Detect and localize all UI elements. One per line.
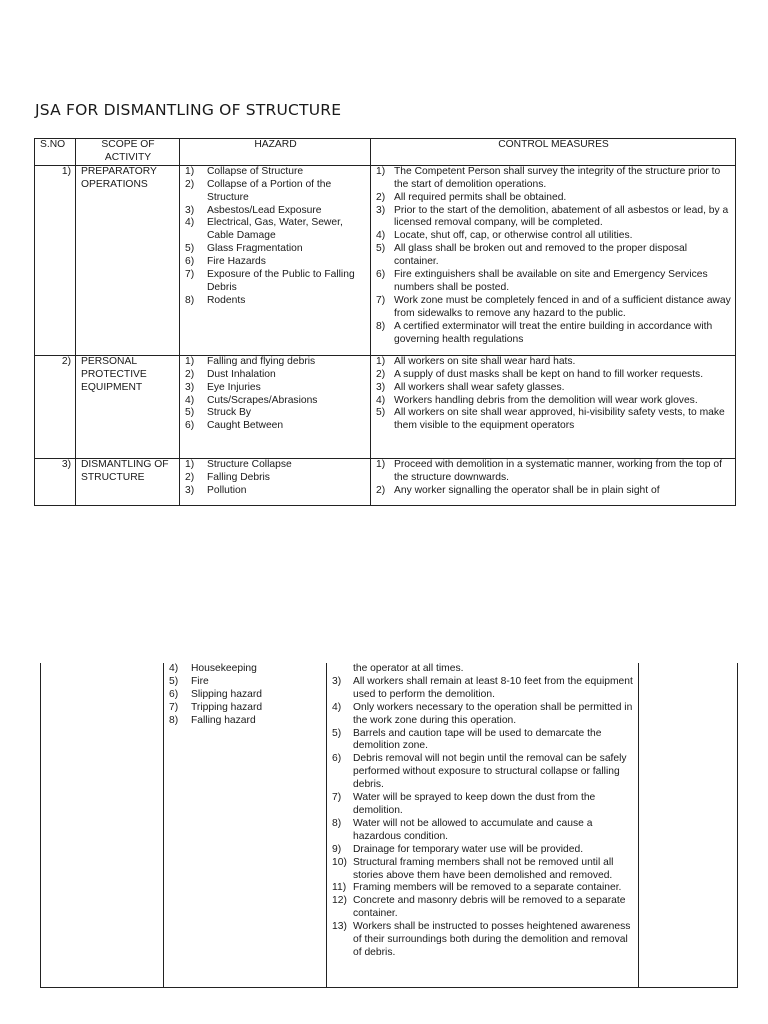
control-measure-item [376, 205, 731, 231]
control-measure-number: 4) [332, 701, 342, 713]
control-measure-number: 9) [332, 843, 342, 855]
control-measure-number: 8) [332, 817, 342, 829]
control-measure-item [376, 243, 731, 269]
control-measures-cell [371, 165, 736, 355]
hazard-text: Structure Collapse [207, 458, 292, 470]
hazard-item [185, 459, 366, 472]
continued-blank-cell [639, 663, 738, 987]
hazard-item [185, 166, 366, 179]
control-measures-cell [371, 355, 736, 458]
control-measure-text: Any worker signalling the operator shall be in plain sight of [394, 484, 660, 496]
hazard-text: Cuts/Scrapes/Abrasions [207, 394, 318, 406]
control-measure-number: 1) [376, 165, 386, 177]
control-measure-number: 12) [332, 895, 347, 907]
hazard-cell [180, 355, 371, 458]
hazard-item [185, 407, 366, 420]
hazard-item [185, 472, 366, 485]
control-measure-number: 3) [376, 381, 386, 393]
control-measure-item [332, 792, 634, 818]
control-measure-text: Workers shall be instructed to posses heightened awareness of their surroundings both during the demolition and removal of debris. [353, 921, 631, 958]
hazard-item [185, 205, 366, 218]
hazard-text: Eye Injuries [207, 381, 261, 393]
hazard-text: Electrical, Gas, Water, Sewer, Cable Damage [207, 217, 343, 242]
header-scope: SCOPE OF ACTIVITY [76, 139, 180, 166]
control-measure-item [332, 921, 634, 960]
control-measure-text: All workers on site shall wear approved, hi-visibility safety vests, to make them visible to the equipment operators [394, 407, 725, 432]
table-row [35, 458, 736, 505]
control-measure-text: Work zone must be completely fenced in and of a sufficient distance away from sidewalks to remove any hazard to the public. [394, 294, 731, 319]
hazard-text: Housekeeping [191, 663, 257, 674]
control-measure-item [332, 882, 634, 895]
hazard-number: 4) [185, 217, 195, 229]
control-measure-item [332, 753, 634, 792]
control-measure-item [332, 818, 634, 844]
jsa-table [34, 138, 736, 506]
hazard-item [185, 269, 366, 295]
control-measure-item [376, 407, 731, 433]
hazard-item [169, 663, 322, 676]
hazard-text: Caught Between [207, 420, 284, 432]
hazard-item [185, 395, 366, 408]
hazard-text: Asbestos/Lead Exposure [207, 204, 322, 216]
hazard-item [185, 256, 366, 269]
control-measure-item [376, 269, 731, 295]
control-measure-item [376, 395, 731, 408]
control-measure-number: 2) [376, 191, 386, 203]
hazard-cell [180, 458, 371, 505]
hazard-item [185, 356, 366, 369]
hazard-number: 5) [185, 243, 195, 255]
hazard-text: Tripping hazard [191, 701, 263, 713]
control-measure-text: Workers handling debris from the demolition will wear work gloves. [394, 394, 698, 406]
control-measure-text: A certified exterminator will treat the entire building in accordance with governing health regulations [394, 320, 713, 345]
control-measure-item [332, 728, 634, 754]
header-row [35, 139, 736, 166]
control-measure-number: 2) [376, 368, 386, 380]
scope-of-activity: PREPARATORY OPERATIONS [76, 165, 180, 355]
control-measure-text: Drainage for temporary water use will be provided. [353, 843, 584, 855]
document-title: JSA FOR DISMANTLING OF STRUCTURE [35, 101, 342, 119]
control-measure-number: 6) [376, 269, 386, 281]
hazard-number: 7) [185, 269, 195, 281]
hazard-item [185, 217, 366, 243]
control-measure-number: 4) [376, 230, 386, 242]
control-measure-item [376, 295, 731, 321]
control-measure-item [332, 844, 634, 857]
row-number: 1) [35, 165, 76, 355]
control-measure-item [376, 166, 731, 192]
control-measure-number: 13) [332, 921, 347, 933]
control-measure-number: 5) [332, 727, 342, 739]
hazard-text: Dust Inhalation [207, 368, 276, 380]
hazard-item [169, 689, 322, 702]
control-measure-item [376, 321, 731, 347]
control-measure-number: 11) [332, 882, 347, 894]
control-measure-text: All workers on site shall wear hard hats. [394, 355, 576, 367]
hazard-text: Falling Debris [207, 471, 270, 483]
control-measure-text: All workers shall wear safety glasses. [394, 381, 565, 393]
control-measure-text: the operator at all times. [353, 663, 464, 674]
control-measure-text: Structural framing members shall not be removed until all stories above them have been demolished and removed. [353, 856, 614, 881]
hazard-item [185, 420, 366, 433]
continued-hazard-cell [164, 663, 327, 987]
hazard-item [185, 243, 366, 256]
control-measure-text: Prior to the start of the demolition, abatement of all asbestos or lead, by a licensed removal company, will be completed. [394, 204, 729, 229]
control-measures-cell [371, 458, 736, 505]
control-measure-item [332, 857, 634, 883]
control-measure-number: 5) [376, 407, 386, 419]
control-measure-number: 3) [332, 675, 342, 687]
hazard-text: Struck By [207, 407, 252, 419]
hazard-text: Fire [191, 675, 209, 687]
hazard-number: 1) [185, 355, 195, 367]
control-measure-text: Proceed with demolition in a systematic manner, working from the top of the structure downwards. [394, 458, 722, 483]
control-measure-item [376, 192, 731, 205]
hazard-text: Fire Hazards [207, 256, 266, 268]
control-measure-number: 7) [332, 792, 342, 804]
hazard-number: 3) [185, 484, 195, 496]
control-measure-text: All glass shall be broken out and removed to the proper disposal container. [394, 243, 688, 268]
control-measure-item [376, 356, 731, 369]
control-measure-text: The Competent Person shall survey the integrity of the structure prior to the start of demolition operations. [394, 165, 721, 190]
hazard-number: 4) [185, 394, 195, 406]
scope-of-activity: DISMANTLING OF STRUCTURE [76, 458, 180, 505]
continued-scope-cell [41, 663, 164, 987]
control-measure-number: 3) [376, 204, 386, 216]
control-measure-text: Only workers necessary to the operation shall be permitted in the work zone during this operation. [353, 701, 633, 726]
control-measure-number: 4) [376, 394, 386, 406]
control-measure-item [332, 702, 634, 728]
hazard-number: 6) [169, 688, 179, 700]
control-measure-number: 1) [376, 355, 386, 367]
hazard-number: 1) [185, 458, 195, 470]
hazard-text: Glass Fragmentation [207, 243, 303, 255]
hazard-number: 6) [185, 420, 195, 432]
control-measure-number [332, 663, 353, 676]
hazard-number: 5) [169, 675, 179, 687]
hazard-number: 3) [185, 204, 195, 216]
hazard-text: Falling hazard [191, 714, 256, 726]
hazard-number: 2) [185, 368, 195, 380]
control-measure-number: 6) [332, 753, 342, 765]
scope-of-activity: PERSONAL PROTECTIVE EQUIPMENT [76, 355, 180, 458]
control-measure-number: 7) [376, 294, 386, 306]
control-measure-text: Framing members will be removed to a separate container. [353, 882, 622, 894]
hazard-number: 2) [185, 471, 195, 483]
header-sno: S.NO [35, 139, 76, 166]
hazard-number: 2) [185, 178, 195, 190]
hazard-number: 5) [185, 407, 195, 419]
control-measure-number: 8) [376, 320, 386, 332]
table-row [35, 165, 736, 355]
hazard-item [185, 179, 366, 205]
continued-row [41, 663, 738, 987]
hazard-text: Pollution [207, 484, 247, 496]
hazard-item [169, 676, 322, 689]
control-measure-text: Fire extinguishers shall be available on site and Emergency Services numbers shall be posted. [394, 269, 708, 293]
jsa-table-continued [40, 663, 738, 988]
control-measure-item [376, 369, 731, 382]
hazard-text: Collapse of Structure [207, 165, 304, 177]
control-measure-number: 5) [376, 243, 386, 255]
hazard-text: Slipping hazard [191, 688, 262, 700]
control-measure-text: All workers shall remain at least 8-10 feet from the equipment used to perform the demolition. [353, 675, 633, 700]
control-measure-text: All required permits shall be obtained. [394, 191, 567, 203]
hazard-number: 6) [185, 256, 195, 268]
control-measure-item [332, 663, 634, 676]
control-measure-text: Debris removal will not begin until the removal can be safely performed without exposure to structural collapse or falling debris. [353, 753, 627, 791]
table-row [35, 355, 736, 458]
hazard-item [169, 715, 322, 728]
control-measure-number: 10) [332, 856, 347, 868]
control-measure-text: Concrete and masonry debris will be removed to a separate container. [353, 895, 626, 920]
hazard-text: Falling and flying debris [207, 355, 316, 367]
control-measure-item [376, 230, 731, 243]
header-hazard: HAZARD [180, 139, 371, 166]
hazard-text: Rodents [207, 294, 246, 306]
hazard-item [169, 702, 322, 715]
control-measure-number: 1) [376, 458, 386, 470]
hazard-item [185, 485, 366, 498]
control-measure-item [376, 382, 731, 395]
control-measure-text: A supply of dust masks shall be kept on hand to fill worker requests. [394, 368, 704, 380]
control-measure-text: Locate, shut off, cap, or otherwise control all utilities. [394, 230, 633, 242]
control-measure-text: Water will not be allowed to accumulate and cause a hazardous condition. [353, 817, 593, 842]
control-measure-text: Water will be sprayed to keep down the dust from the demolition. [353, 792, 596, 816]
hazard-number: 1) [185, 165, 195, 177]
control-measure-text: Barrels and caution tape will be used to demarcate the demolition zone. [353, 727, 602, 752]
control-measure-item [376, 459, 731, 485]
row-number: 3) [35, 458, 76, 505]
header-control-measures: CONTROL MEASURES [371, 139, 736, 166]
control-measure-item [332, 895, 634, 921]
hazard-cell [180, 165, 371, 355]
hazard-number: 3) [185, 381, 195, 393]
control-measure-number: 2) [376, 484, 386, 496]
hazard-item [185, 382, 366, 395]
hazard-number: 8) [169, 714, 179, 726]
continued-control-cell [327, 663, 639, 987]
hazard-number: 7) [169, 701, 179, 713]
control-measure-item [332, 676, 634, 702]
control-measure-item [376, 485, 731, 498]
hazard-item [185, 295, 366, 308]
hazard-item [185, 369, 366, 382]
row-number: 2) [35, 355, 76, 458]
hazard-text: Collapse of a Portion of the Structure [207, 178, 332, 203]
hazard-number: 4) [169, 663, 179, 674]
hazard-text: Exposure of the Public to Falling Debris [207, 269, 355, 293]
hazard-number: 8) [185, 294, 195, 306]
